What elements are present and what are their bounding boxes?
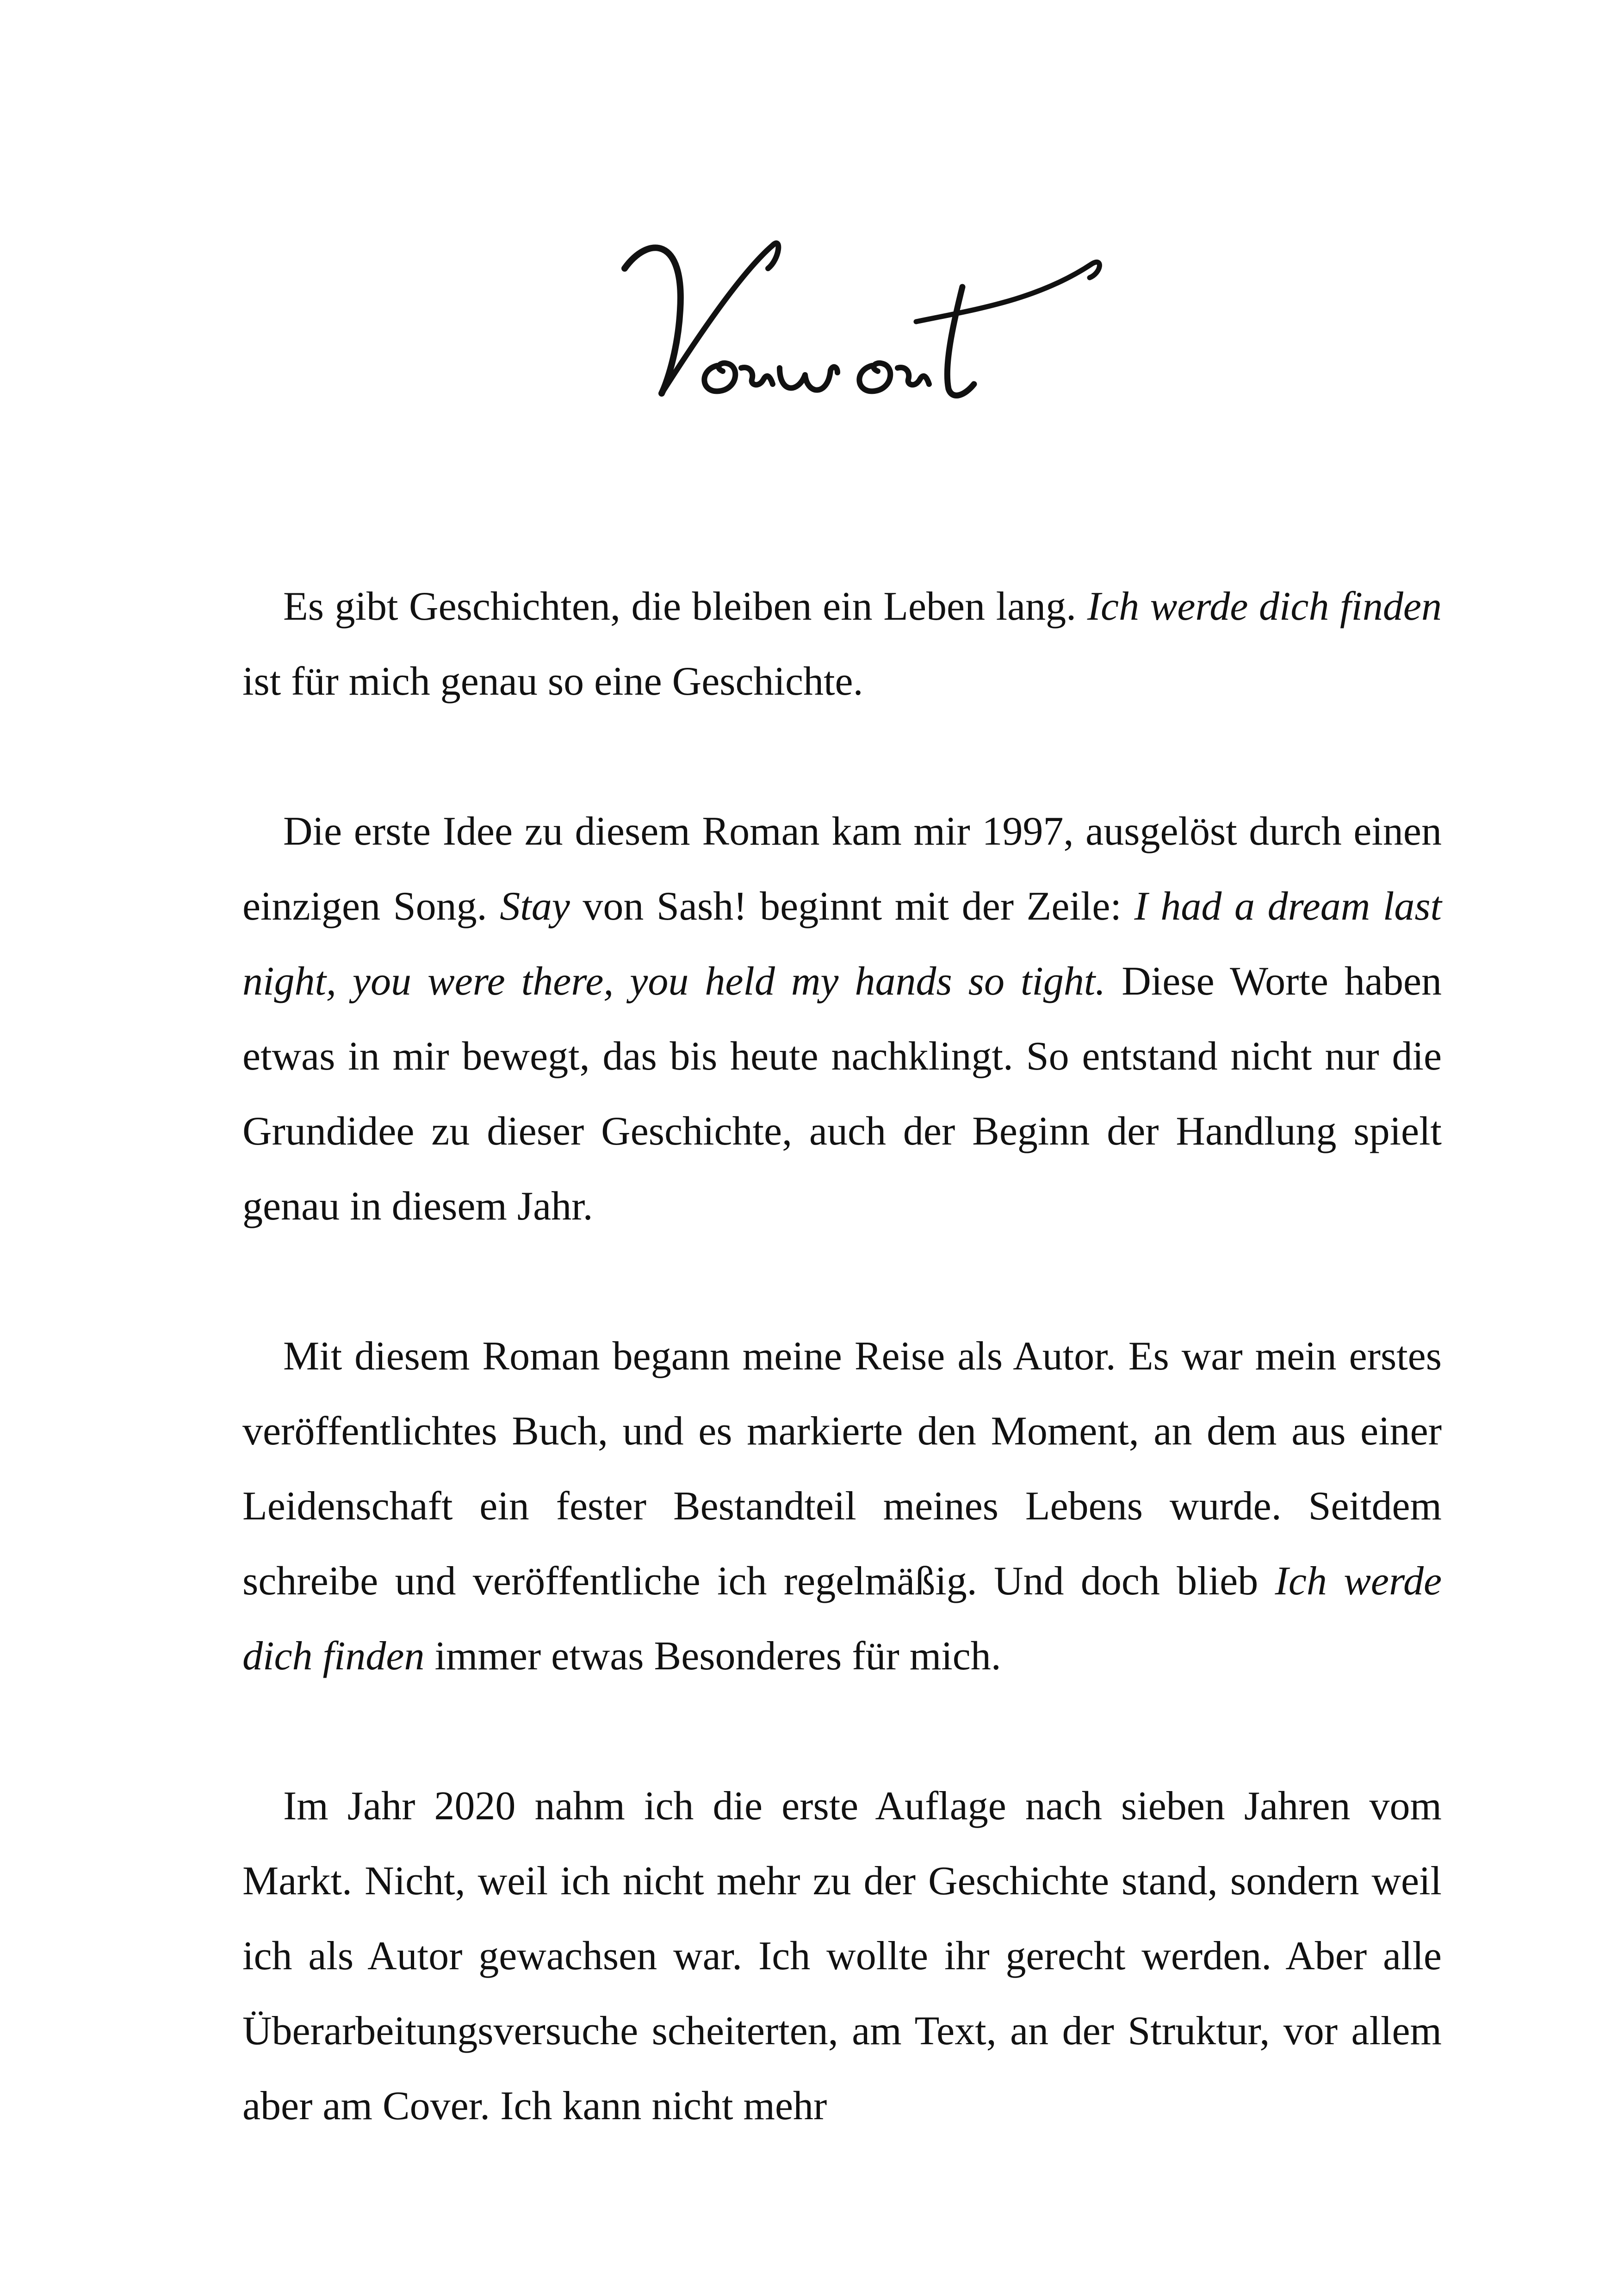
text-run: Mit diesem Roman begann meine Reise als Autor. Es war mein erstes veröffentlichtes Buch, und es markierte den Moment, an dem aus einer Leidenschaft ein fester Bestandteil meines Lebens wurde. Seitdem schreibe und veröffentliche ich regelmäßig. Und doch blieb	[242, 1334, 1442, 1604]
text-run: Diese Worte haben etwas in mir bewegt, das bis heute nachklingt. So entstand nicht nur die Grundidee zu dieser Geschichte, auch der Beginn der Handlung spielt genau in diesem Jahr.	[242, 959, 1442, 1229]
song-title: Stay	[500, 884, 570, 929]
text-run: von Sash! beginnt mit der Zeile:	[570, 884, 1134, 929]
chapter-title-script	[620, 218, 1157, 430]
book-title: Ich werde dich finden	[242, 1559, 1442, 1679]
paragraph-3	[242, 1319, 1442, 1694]
text-run: immer etwas Besonderes für mich.	[424, 1634, 1001, 1679]
paragraph-1	[242, 569, 1442, 719]
song-lyric: I had a dream last night, you were there, you held my hands so tight.	[242, 884, 1442, 1004]
text-run: Es gibt Geschichten, die bleiben ein Leben lang.	[283, 584, 1087, 629]
book-title: Ich werde dich finden	[1087, 584, 1442, 629]
body-text	[242, 569, 1442, 2144]
paragraph-2	[242, 794, 1442, 1244]
chapter-title	[620, 218, 1157, 430]
text-run: Die erste Idee zu diesem Roman kam mir 1997, ausgelöst durch einen einzigen Song.	[242, 809, 1442, 929]
text-run: ist für mich genau so eine Geschichte.	[242, 659, 863, 704]
text-run: Im Jahr 2020 nahm ich die erste Auflage nach sieben Jahren vom Markt. Nicht, weil ich nicht mehr zu der Geschichte stand, sondern weil ich als Autor gewachsen war. Ich wollte ihr gerecht werden. Aber alle Überarbeitungsversuche scheiterten, am Text, an der Struktur, vor allem aber am Cover. Ich kann nicht mehr	[242, 1784, 1442, 2128]
paragraph-4	[242, 1769, 1442, 2144]
